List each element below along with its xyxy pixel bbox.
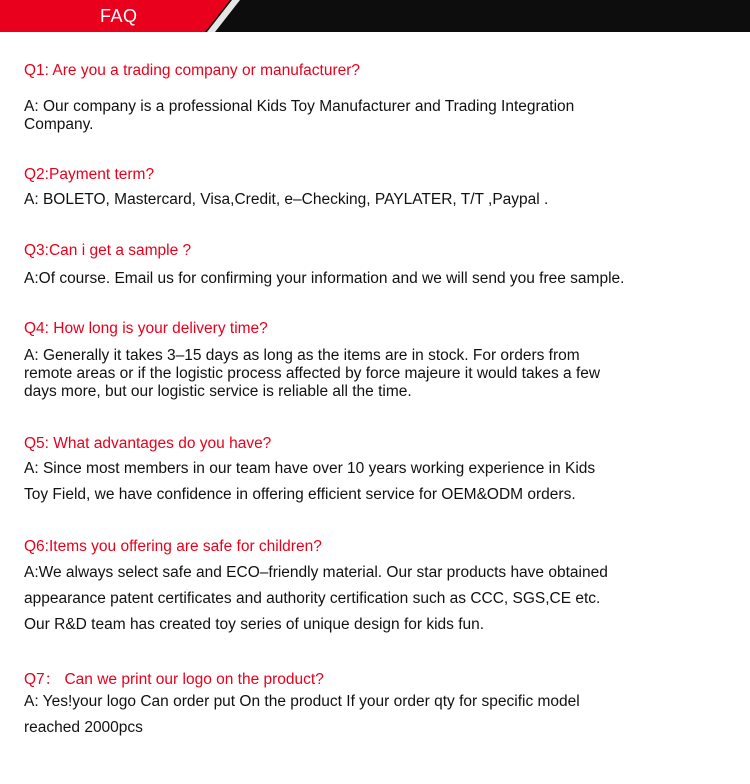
- faq-answer-5: [24, 456, 595, 508]
- answer-line: remote areas or if the logistic process affected by force majeure it would takes a few: [24, 365, 601, 382]
- faq-answer-4: [24, 347, 600, 401]
- answer-line: reached 2000pcs: [24, 719, 143, 736]
- answer-line: days more, but our logistic service is reliable all the time.: [24, 383, 412, 400]
- answer-line: Toy Field, we have confidence in offering efficient service for OEM&ODM orders.: [24, 486, 576, 503]
- faq-answer-3: [24, 270, 624, 288]
- answer-line: appearance patent certificates and authority certification such as CCC, SGS,CE etc.: [24, 590, 601, 607]
- faq-question-3: Q3:Can i get a sample ?: [24, 242, 192, 259]
- faq-answer-7: [24, 689, 580, 741]
- answer-line: A: Generally it takes 3–15 days as long as the items are in stock. For orders from: [24, 347, 580, 364]
- answer-line: A: BOLETO, Mastercard, Visa,Credit, e–Checking, PAYLATER, T/T ,Paypal .: [24, 191, 549, 208]
- faq-question-5: Q5: What advantages do you have?: [24, 435, 272, 452]
- faq-answer-1: [24, 98, 574, 134]
- faq-header: [0, 0, 750, 32]
- faq-title: FAQ: [100, 6, 138, 26]
- faq-answer-6: [24, 560, 608, 638]
- answer-line: A:We always select safe and ECO–friendly material. Our star products have obtained: [24, 564, 608, 581]
- faq-question-4: Q4: How long is your delivery time?: [24, 320, 268, 337]
- answer-line: Our R&D team has created toy series of unique design for kids fun.: [24, 616, 485, 633]
- answer-line: A:Of course. Email us for confirming your information and we will send you free sample.: [24, 270, 625, 287]
- answer-line: A: Since most members in our team have over 10 years working experience in Kids: [24, 460, 596, 477]
- answer-line: A: Yes!your logo Can order put On the product If your order qty for specific model: [24, 693, 580, 710]
- faq-question-6: Q6:Items you offering are safe for children?: [24, 538, 322, 555]
- faq-answer-2: [24, 191, 548, 209]
- faq-question-1: Q1: Are you a trading company or manufacturer?: [24, 62, 361, 79]
- faq-question-2: Q2:Payment term?: [24, 166, 155, 183]
- answer-line: Company.: [24, 116, 94, 133]
- answer-line: A: Our company is a professional Kids Toy Manufacturer and Trading Integration: [24, 98, 575, 115]
- faq-question-7: Q7： Can we print our logo on the product?: [24, 671, 324, 688]
